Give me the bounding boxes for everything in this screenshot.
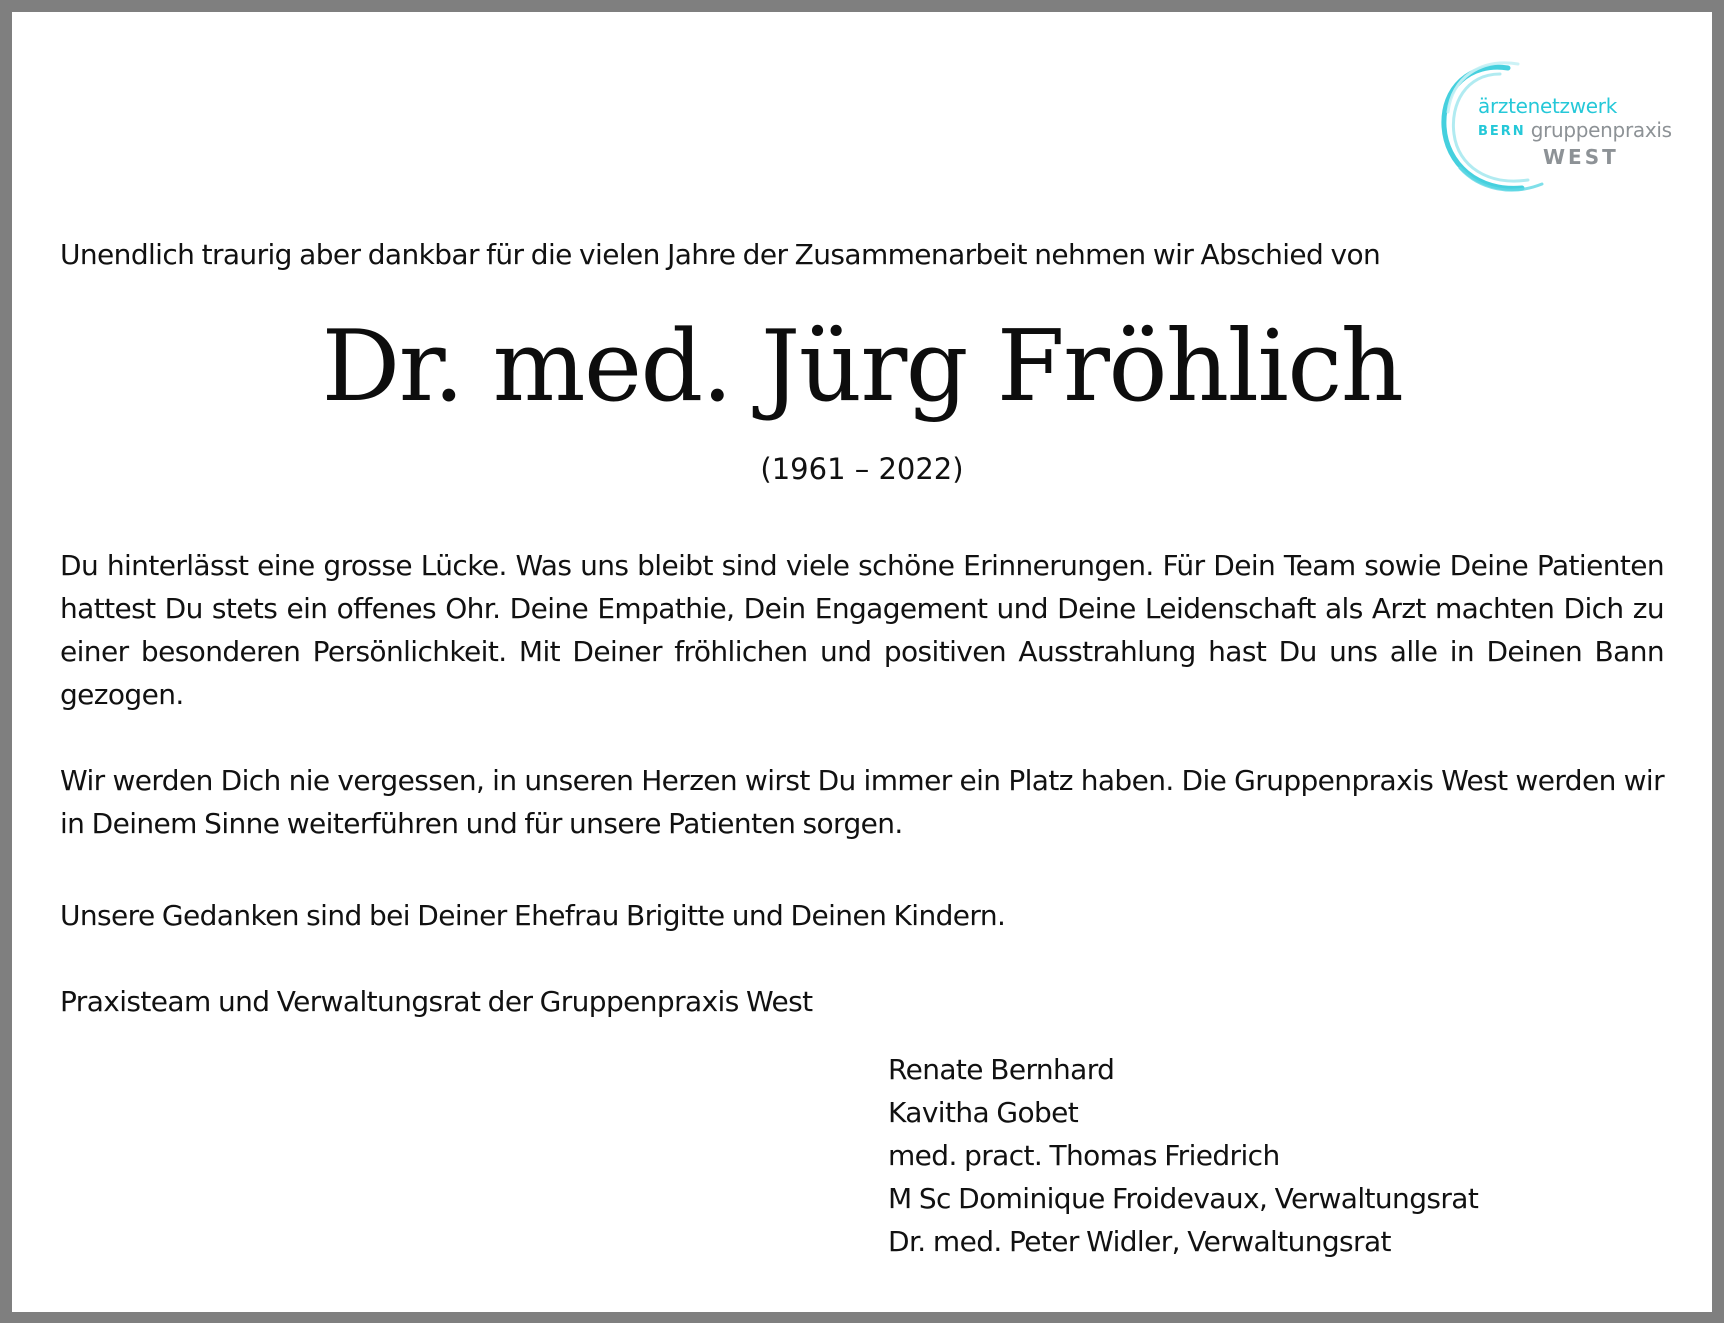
paragraph-never-forget: Wir werden Dich nie vergessen, in unseren Herzen wirst Du immer ein Platz haben. Die Gruppenpraxis West werden wir in Deinem Sinne weiterführen und für unsere Patienten sorgen. xyxy=(60,764,1664,840)
logo-text-west: WEST xyxy=(1543,145,1619,169)
paragraph-memories: Du hinterlässt eine grosse Lücke. Was uns bleibt sind viele schöne Erinnerungen. Für Dein Team sowie Deine Patienten hattest Du stets ein offenes Ohr. Deine Empathie, Dein Engagement und Deine Leidenschaft als Arzt machten Dich zu einer besonderen Persönlichkeit. Mit Deiner fröhlichen und positiven Ausstrahlung hast Du uns alle in Deinen Bann gezogen. xyxy=(60,549,1664,711)
logo-text-gruppenpraxis: gruppenpraxis xyxy=(1530,118,1672,142)
signer-name: M Sc Dominique Froidevaux, Verwaltungsrat xyxy=(888,1182,1479,1215)
obituary-page xyxy=(12,12,1712,1312)
logo-text-row2 xyxy=(1478,118,1672,142)
signers-list xyxy=(888,1048,1478,1263)
life-years: (1961 – 2022) xyxy=(760,452,964,486)
intro-line: Unendlich traurig aber dankbar für die vielen Jahre der Zusammenarbeit nehmen wir Abschied von xyxy=(60,238,1381,271)
signer-name: Dr. med. Peter Widler, Verwaltungsrat xyxy=(888,1225,1391,1258)
paragraph-signoff: Praxisteam und Verwaltungsrat der Gruppenpraxis West xyxy=(60,985,813,1018)
signer-name: Renate Bernhard xyxy=(888,1053,1115,1086)
paragraph-thoughts: Unsere Gedanken sind bei Deiner Ehefrau Brigitte und Deinen Kindern. xyxy=(60,899,1006,932)
signer-name: Kavitha Gobet xyxy=(888,1096,1079,1129)
deceased-name: Dr. med. Jürg Fröhlich xyxy=(321,310,1403,424)
aerztenetzwerk-logo xyxy=(1430,56,1690,206)
logo-text-bern: BERN xyxy=(1478,124,1526,139)
signer-name: med. pract. Thomas Friedrich xyxy=(888,1139,1280,1172)
logo-text-aerztenetzwerk: ärztenetzwerk xyxy=(1478,94,1618,118)
